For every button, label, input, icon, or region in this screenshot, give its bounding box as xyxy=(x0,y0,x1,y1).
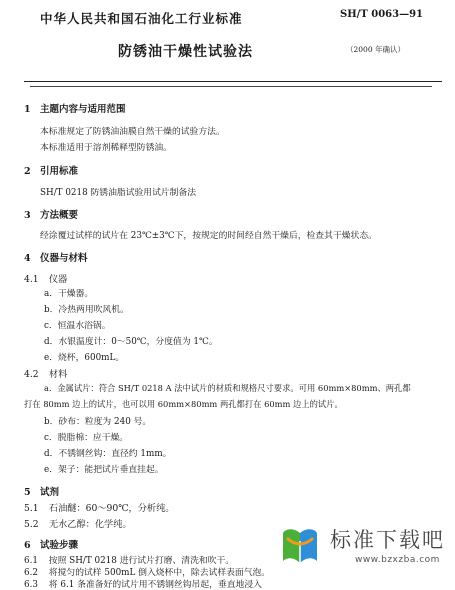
list-item-continuation: 打在 80mm 边上的试片，也可以用 60mm×80mm 两孔都打在 60mm 边上的试片。 xyxy=(24,399,343,409)
subsection-number: 5.2 xyxy=(24,519,39,530)
list-item: a．干燥器。 xyxy=(44,289,94,299)
section-5-heading xyxy=(24,484,59,498)
section-number: 6 xyxy=(24,540,31,551)
subsection-4-2-heading xyxy=(24,366,67,380)
list-item: c．脱脂棉：应干燥。 xyxy=(44,433,129,443)
section-4-heading xyxy=(24,250,88,264)
section-title: 主题内容与适用范围 xyxy=(40,104,126,115)
subsection-text: 将 6.1 条准备好的试片用不锈钢丝钩吊起，垂直地浸入 xyxy=(48,580,262,590)
section-title: 试剂 xyxy=(40,487,60,498)
subsection-6-3 xyxy=(24,577,262,590)
section-number: 2 xyxy=(24,166,31,177)
watermark-text: 标准下载吧 xyxy=(330,528,445,552)
subsection-text: 按照 SH/T 0218 进行试片打磨、清洗和吹干。 xyxy=(48,556,235,566)
section-number: 5 xyxy=(24,487,31,498)
list-item: c．恒温水浴锅。 xyxy=(44,321,111,331)
standard-code: SH/T 0063—91 xyxy=(340,9,423,20)
section-6-heading xyxy=(24,537,78,551)
list-item: b．冷热两用吹风机。 xyxy=(44,305,129,315)
subsection-5-1 xyxy=(24,500,174,514)
section-number: 4 xyxy=(24,253,31,264)
subsection-5-2 xyxy=(24,516,132,530)
list-item: d．水银温度计：0～50℃，分度值为 1℃。 xyxy=(44,337,218,347)
issuing-organization: 中华人民共和国石油化工行业标准 xyxy=(40,11,243,26)
section-number: 3 xyxy=(24,210,31,221)
paragraph: 本标准适用于溶剂稀释型防锈油。 xyxy=(40,143,172,153)
watermark-url: www.bzxzba.com xyxy=(355,555,440,565)
subsection-text: 无水乙醇：化学纯。 xyxy=(48,519,132,530)
header-rule-secondary xyxy=(30,86,432,87)
referenced-standard: SH/T 0218 防锈油脂试验用试片制备法 xyxy=(40,188,197,198)
subsection-number: 6.2 xyxy=(24,568,38,578)
section-title: 方法概要 xyxy=(40,210,79,221)
confirmation-note: （2000 年确认） xyxy=(346,45,405,54)
subsection-text: 将搅匀的试样 500mL 倒入烧杯中，除去试样表面气泡。 xyxy=(48,568,271,578)
paragraph: 经涂覆过试样的试片在 23℃±3℃下，按规定的时间经自然干燥后，检查其干燥状态。 xyxy=(40,231,377,241)
subsection-number: 6.3 xyxy=(24,580,38,590)
subsection-number: 4.1 xyxy=(24,274,39,285)
subsection-number: 5.1 xyxy=(24,503,39,514)
subsection-title: 材料 xyxy=(48,369,68,380)
document-title: 防锈油干燥性试验法 xyxy=(118,44,253,60)
section-title: 试验步骤 xyxy=(40,540,79,551)
section-title: 引用标准 xyxy=(40,166,79,177)
section-3-heading xyxy=(24,207,78,221)
header-rule xyxy=(24,81,442,82)
list-item: a．金属试片：符合 SH/T 0218 A 法中试片的材质和规格尺寸要求。可用 60mm×80mm、两孔都 xyxy=(44,383,411,393)
book-logo-icon xyxy=(279,523,321,571)
section-title: 仪器与材料 xyxy=(40,253,88,264)
section-1-heading xyxy=(24,101,126,115)
subsection-title: 仪器 xyxy=(48,274,68,285)
subsection-4-1-heading xyxy=(24,271,67,285)
section-2-heading xyxy=(24,163,78,177)
list-item: d．不锈钢丝钩：直径约 1mm。 xyxy=(44,449,172,459)
subsection-text: 石油醚：60～90℃，分析纯。 xyxy=(48,503,175,514)
list-item: e．架子：能把试片垂直挂起。 xyxy=(44,465,164,475)
list-item: e．烧杯，600mL。 xyxy=(44,353,125,363)
subsection-number: 4.2 xyxy=(24,369,39,380)
section-number: 1 xyxy=(24,104,31,115)
subsection-number: 6.1 xyxy=(24,556,38,566)
list-item: b．砂布：粒度为 240 号。 xyxy=(44,417,152,427)
paragraph: 本标准规定了防锈油油膜自然干燥的试验方法。 xyxy=(40,127,225,137)
